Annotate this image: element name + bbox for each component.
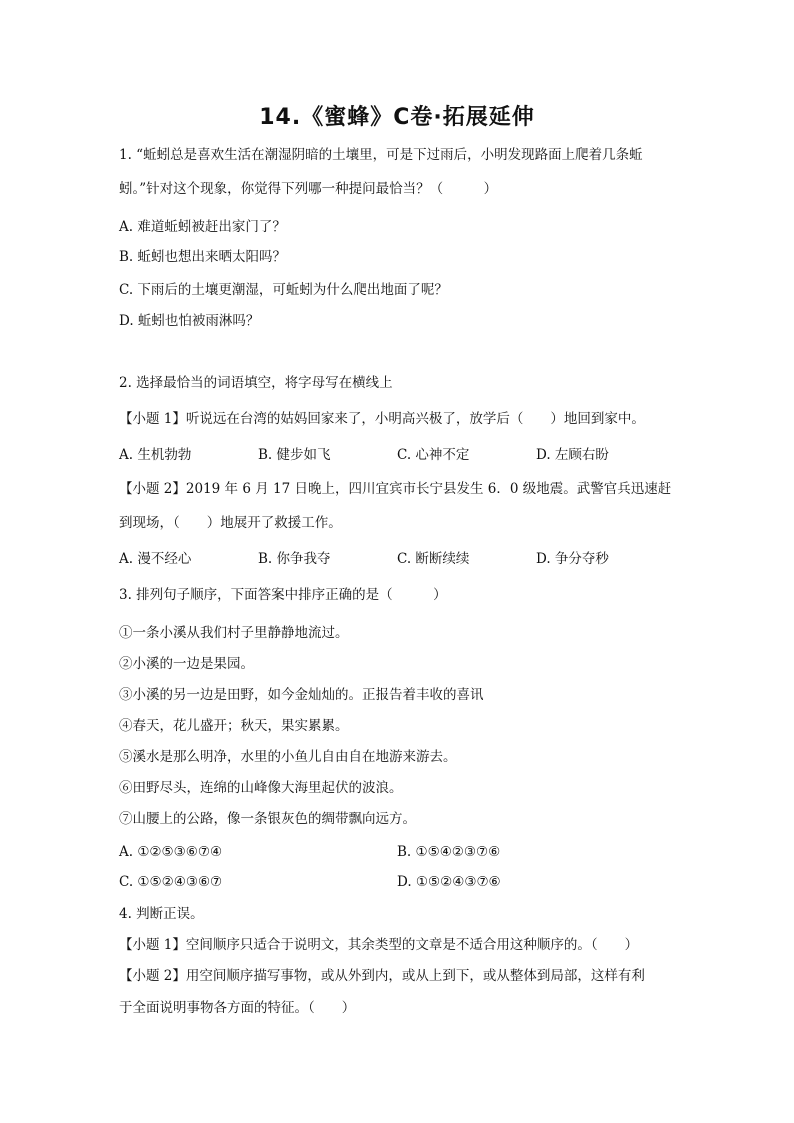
q2-stem: 2. 选择最恰当的词语填空，将字母写在横线上 xyxy=(119,375,393,391)
q2-sub1: 【小题 1】听说远在台湾的姑妈回家来了，小明高兴极了，放学后（ ）地回到家中。 xyxy=(119,411,645,427)
q4-stem: 4. 判断正误。 xyxy=(119,906,204,922)
q4-sub1: 【小题 1】空间顺序只适合于说明文，其余类型的文章是不适合用这种顺序的。（ ） xyxy=(119,937,639,953)
q1-stem-line2: 蚓。”针对这个现象，你觉得下列哪一种提问最恰当？（ ） xyxy=(119,181,498,197)
q3-sentence-6: ⑥田野尽头，连绵的山峰像大海里起伏的波浪。 xyxy=(119,780,403,796)
q2-sub1-option-c: C. 心神不定 xyxy=(397,447,470,463)
q2-sub1-option-b: B. 健步如飞 xyxy=(258,447,331,463)
q1-option-d: D. 蚯蚓也怕被雨淋吗？ xyxy=(119,313,260,329)
q3-sentence-7: ⑦山腰上的公路，像一条银灰色的绸带飘向远方。 xyxy=(119,811,416,827)
q3-option-a: A. ①②⑤③⑥⑦④ xyxy=(119,844,223,860)
q2-sub2-line2: 到现场，（ ）地展开了救援工作。 xyxy=(119,515,342,531)
q2-sub2-option-c: C. 断断续续 xyxy=(397,551,470,567)
q2-sub1-option-d: D. 左顾右盼 xyxy=(536,447,609,463)
page-title: 14.《蜜蜂》C卷·拓展延伸 xyxy=(259,105,535,130)
q1-option-b: B. 蚯蚓也想出来晒太阳吗？ xyxy=(119,249,287,265)
q3-option-c: C. ①⑤②④③⑥⑦ xyxy=(119,874,223,890)
q3-sentence-5: ⑤溪水是那么明净，水里的小鱼儿自由自在地游来游去。 xyxy=(119,749,457,765)
q3-sentence-2: ②小溪的一边是果园。 xyxy=(119,656,254,672)
q3-stem: 3. 排列句子顺序，下面答案中排序正确的是（ ） xyxy=(119,587,447,603)
q3-option-d: D. ①⑤②④③⑦⑥ xyxy=(397,874,501,890)
q2-sub2-option-a: A. 漫不经心 xyxy=(119,551,192,567)
q1-option-a: A. 难道蚯蚓被赶出家门了？ xyxy=(119,219,286,235)
q1-option-c: C. 下雨后的土壤更潮湿，可蚯蚓为什么爬出地面了呢？ xyxy=(119,282,448,298)
q3-option-b: B. ①⑤④②③⑦⑥ xyxy=(397,844,501,860)
q3-sentence-1: ①一条小溪从我们村子里静静地流过。 xyxy=(119,625,349,641)
q4-sub2-line1: 【小题 2】用空间顺序描写事物，或从外到内，或从上到下，或从整体到局部，这样有利 xyxy=(119,968,645,984)
q2-sub2-line1: 【小题 2】2019 年 6 月 17 日晚上，四川宜宾市长宁县发生 6．0 级地震。武警官兵迅速赶 xyxy=(119,481,672,497)
q2-sub1-option-a: A. 生机勃勃 xyxy=(119,447,192,463)
q2-sub2-option-b: B. 你争我夺 xyxy=(258,551,331,567)
q2-sub2-option-d: D. 争分夺秒 xyxy=(536,551,609,567)
q4-sub2-line2: 于全面说明事物各方面的特征。（ ） xyxy=(119,1000,356,1016)
q1-stem-line1: 1. “蚯蚓总是喜欢生活在潮湿阴暗的土壤里，可是下过雨后，小明发现路面上爬着几条蚯 xyxy=(119,147,643,163)
q3-sentence-3: ③小溪的另一边是田野，如今金灿灿的。正报告着丰收的喜讯 xyxy=(119,687,484,703)
q3-sentence-4: ④春天，花儿盛开；秋天，果实累累。 xyxy=(119,718,349,734)
